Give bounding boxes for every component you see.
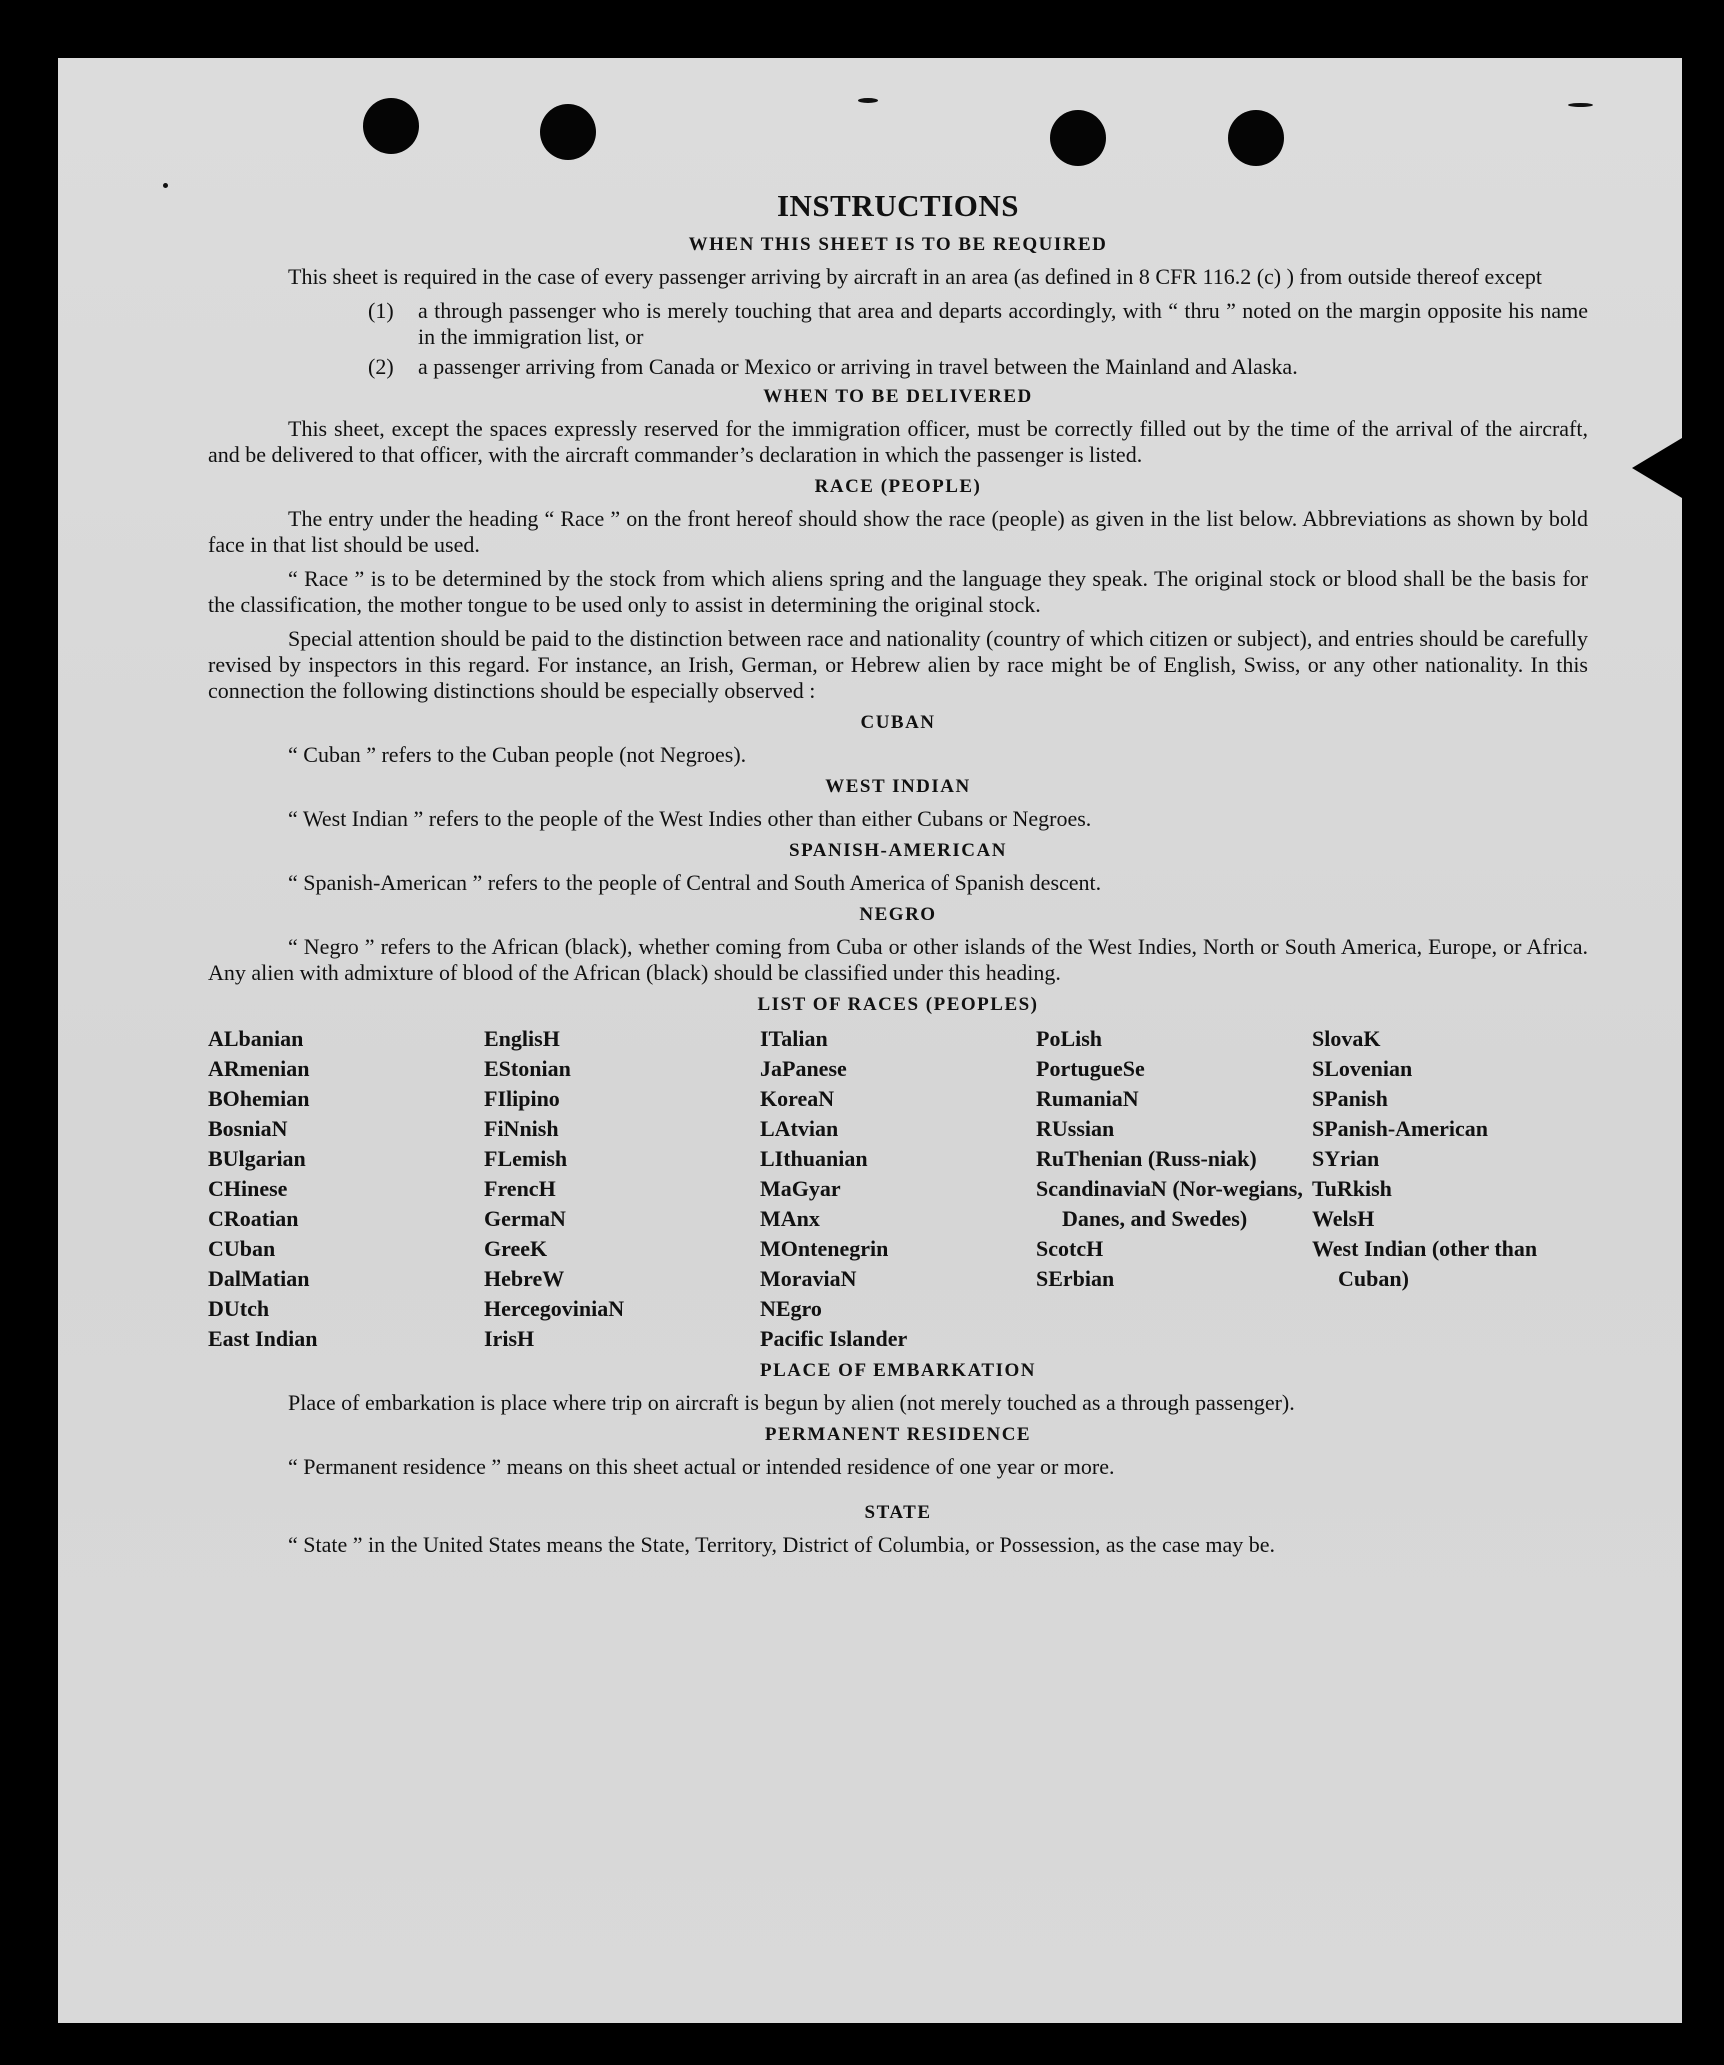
heading-state: STATE [864,1502,932,1523]
race-entry: CUban [208,1236,276,1261]
race-entry: LAtvian [760,1116,839,1141]
punch-hole [363,98,419,154]
races-list [208,1024,1588,1354]
races-column-4 [1036,1024,1312,1354]
speck [163,183,168,188]
negro-text: “ Negro ” refers to the African (black), whether coming from Cuba or other islands of the West Indies, North or South America, Europe, or Africa. Any alien with admixture of blood of the African (black) should be classified under this heading. [208,934,1588,985]
punch-hole [540,104,596,160]
race-entry: EnglisH [484,1026,560,1051]
race-paragraph-2: “ Race ” is to be determined by the stock from which aliens spring and the language they speak. The original stock or blood shall be the basis for the classification, the mother tongue to be used only to assist in determining the original stock. [208,566,1588,617]
torn-edge [1632,438,1682,498]
list-number: (1) [368,298,394,323]
document-sheet [58,58,1682,2023]
race-entry: RUssian [1036,1116,1115,1141]
when-required-intro: This sheet is required in the case of every passenger arriving by aircraft in an area (as defined in 8 CFR 116.2 (c) ) from outside thereof except [288,264,1542,289]
race-entry: BosniaN [208,1116,288,1141]
west-indian-text: “ West Indian ” refers to the people of the West Indies other than either Cubans or Negroes. [288,806,1092,831]
race-entry: HercegoviniaN [484,1296,625,1321]
race-entry: MAnx [760,1206,820,1231]
races-column-5 [1312,1024,1588,1354]
race-entry: Pacific Islander [760,1326,908,1351]
race-entry: WelsH [1312,1206,1375,1231]
heading-negro: NEGRO [859,904,937,925]
list-item [368,354,1588,380]
race-entry: FLemish [484,1146,568,1171]
state-text: “ State ” in the United States means the State, Territory, District of Columbia, or Possession, as the case may be. [288,1532,1276,1557]
race-entry: KoreaN [760,1086,835,1111]
race-entry: CRoatian [208,1206,299,1231]
speck [858,98,878,103]
race-entry: PortugueSe [1036,1056,1145,1081]
race-entry: PoLish [1036,1026,1103,1051]
punch-hole [1050,110,1106,166]
punch-hole [1228,110,1284,166]
heading-permanent-residence: PERMANENT RESIDENCE [764,1424,1032,1445]
list-number: (2) [368,354,394,379]
race-entry: ARmenian [208,1056,310,1081]
race-entry: West Indian (other than Cuban) [1312,1236,1538,1291]
race-entry: NEgro [760,1296,822,1321]
race-entry: FiNnish [484,1116,559,1141]
race-entry: GreeK [484,1236,548,1261]
race-entry: FrencH [484,1176,556,1201]
race-entry: DalMatian [208,1266,310,1291]
race-entry: FIlipino [484,1086,560,1111]
race-entry: DUtch [208,1296,270,1321]
race-entry: CHinese [208,1176,288,1201]
race-entry: SPanish-American [1312,1116,1488,1141]
heading-embarkation: PLACE OF EMBARKATION [760,1360,1036,1381]
heading-list-of-races: LIST OF RACES (PEOPLES) [757,994,1039,1015]
race-entry: ScandinaviaN (Nor-wegians, Danes, and Swedes) [1036,1176,1303,1231]
race-entry: MoraviaN [760,1266,857,1291]
race-entry: MaGyar [760,1176,841,1201]
race-entry: ScotcH [1036,1236,1104,1261]
heading-cuban: CUBAN [860,712,936,733]
race-entry: TuRkish [1312,1176,1392,1201]
list-text: a passenger arriving from Canada or Mexico or arriving in travel between the Mainland and Alaska. [418,354,1298,379]
race-entry: IrisH [484,1326,535,1351]
cuban-text: “ Cuban ” refers to the Cuban people (not Negroes). [288,742,747,767]
heading-when-required: WHEN THIS SHEET IS TO BE REQUIRED [688,234,1108,255]
heading-west-indian: WEST INDIAN [825,776,971,797]
when-delivered-text: This sheet, except the spaces expressly reserved for the immigration officer, must be correctly filled out by the time of the arrival of the aircraft, and be delivered to that officer, with the aircraft commander’s declaration in which the passenger is listed. [208,416,1588,467]
race-entry: GermaN [484,1206,566,1231]
spacer [208,1488,1588,1496]
race-paragraph-3: Special attention should be paid to the distinction between race and nationality (country of which citizen or subject), and entries should be carefully revised by inspectors in this regard. For instance, an Irish, German, or Hebrew alien by race might be of English, Swiss, or any other nationality. In this connection the following distinctions should be especially observed : [208,626,1588,703]
race-entry: SlovaK [1312,1026,1381,1051]
race-entry: SLovenian [1312,1056,1413,1081]
speck [1568,103,1593,107]
heading-spanish-american: SPANISH-AMERICAN [789,840,1007,861]
heading-race: RACE (PEOPLE) [814,476,982,497]
instructions-content [208,188,1588,1566]
race-entry: SPanish [1312,1086,1388,1111]
races-column-1 [208,1024,484,1354]
list-text: a through passenger who is merely touching that area and departs accordingly, with “ thru ” noted on the margin opposite his name in the immigration list, or [418,298,1588,349]
permanent-residence-text: “ Permanent residence ” means on this sheet actual or intended residence of one year or more. [288,1454,1115,1479]
race-entry: RumaniaN [1036,1086,1139,1111]
race-entry: MOntenegrin [760,1236,889,1261]
page-title: INSTRUCTIONS [776,188,1019,223]
race-entry: ITalian [760,1026,828,1051]
race-entry: EStonian [484,1056,571,1081]
races-column-3 [760,1024,1036,1354]
race-entry: JaPanese [760,1056,847,1081]
race-paragraph-1: The entry under the heading “ Race ” on the front hereof should show the race (people) as given in the list below. Abbreviations as shown by bold face in that list should be used. [208,506,1588,557]
races-column-2 [484,1024,760,1354]
race-entry: SYrian [1312,1146,1380,1171]
list-item [368,298,1588,350]
race-entry: BUlgarian [208,1146,306,1171]
race-entry: RuThenian (Russ-niak) [1036,1146,1257,1171]
race-entry: East Indian [208,1326,318,1351]
spanish-american-text: “ Spanish-American ” refers to the people of Central and South America of Spanish descent. [288,870,1102,895]
race-entry: LIthuanian [760,1146,868,1171]
race-entry: BOhemian [208,1086,310,1111]
race-entry: HebreW [484,1266,565,1291]
race-entry: SErbian [1036,1266,1115,1291]
embarkation-text: Place of embarkation is place where trip on aircraft is begun by alien (not merely touched as a through passenger). [288,1390,1295,1415]
race-entry: ALbanian [208,1026,304,1051]
heading-when-delivered: WHEN TO BE DELIVERED [763,386,1033,407]
